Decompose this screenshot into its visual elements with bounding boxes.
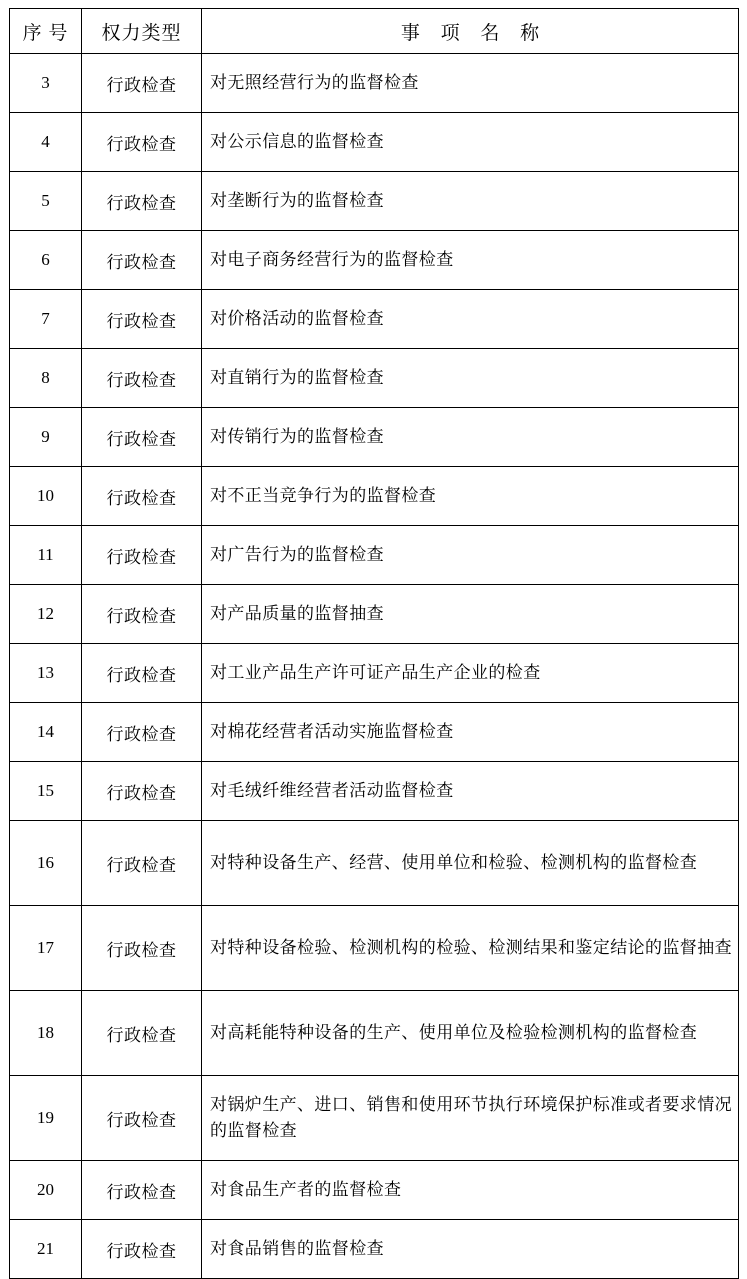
table-row <box>10 906 739 991</box>
cell-power-type: 行政检查 <box>82 467 202 526</box>
cell-item-name: 对食品销售的监督检查 <box>202 1220 739 1279</box>
table-row <box>10 1161 739 1220</box>
cell-item-name: 对广告行为的监督检查 <box>202 526 739 585</box>
cell-power-type: 行政检查 <box>82 1161 202 1220</box>
cell-sequence: 8 <box>10 349 82 408</box>
cell-power-type: 行政检查 <box>82 231 202 290</box>
cell-sequence: 18 <box>10 991 82 1076</box>
cell-power-type: 行政检查 <box>82 526 202 585</box>
cell-item-name: 对特种设备检验、检测机构的检验、检测结果和鉴定结论的监督抽查 <box>202 906 739 991</box>
cell-power-type: 行政检查 <box>82 703 202 762</box>
cell-sequence: 7 <box>10 290 82 349</box>
cell-sequence: 3 <box>10 54 82 113</box>
table-header <box>10 9 739 54</box>
cell-sequence: 20 <box>10 1161 82 1220</box>
table-row <box>10 762 739 821</box>
cell-power-type: 行政检查 <box>82 1220 202 1279</box>
cell-power-type: 行政检查 <box>82 644 202 703</box>
table-row <box>10 703 739 762</box>
cell-item-name: 对高耗能特种设备的生产、使用单位及检验检测机构的监督检查 <box>202 991 739 1076</box>
table-body <box>10 54 739 1279</box>
cell-item-name: 对无照经营行为的监督检查 <box>202 54 739 113</box>
cell-item-name: 对锅炉生产、进口、销售和使用环节执行环境保护标准或者要求情况的监督检查 <box>202 1076 739 1161</box>
table-row <box>10 172 739 231</box>
power-list-table <box>9 8 739 1279</box>
cell-sequence: 10 <box>10 467 82 526</box>
cell-power-type: 行政检查 <box>82 408 202 467</box>
cell-power-type: 行政检查 <box>82 1076 202 1161</box>
cell-item-name: 对公示信息的监督检查 <box>202 113 739 172</box>
column-header-item-name: 事 项 名 称 <box>202 9 739 54</box>
cell-power-type: 行政检查 <box>82 172 202 231</box>
cell-sequence: 12 <box>10 585 82 644</box>
cell-item-name: 对价格活动的监督检查 <box>202 290 739 349</box>
column-header-sequence: 序 号 <box>10 9 82 54</box>
table-row <box>10 349 739 408</box>
cell-power-type: 行政检查 <box>82 762 202 821</box>
cell-item-name: 对特种设备生产、经营、使用单位和检验、检测机构的监督检查 <box>202 821 739 906</box>
cell-power-type: 行政检查 <box>82 585 202 644</box>
column-header-power-type: 权力类型 <box>82 9 202 54</box>
cell-sequence: 16 <box>10 821 82 906</box>
table-row <box>10 644 739 703</box>
cell-power-type: 行政检查 <box>82 290 202 349</box>
cell-sequence: 19 <box>10 1076 82 1161</box>
table-row <box>10 526 739 585</box>
cell-item-name: 对毛绒纤维经营者活动监督检查 <box>202 762 739 821</box>
cell-item-name: 对棉花经营者活动实施监督检查 <box>202 703 739 762</box>
cell-sequence: 21 <box>10 1220 82 1279</box>
cell-item-name: 对传销行为的监督检查 <box>202 408 739 467</box>
cell-item-name: 对工业产品生产许可证产品生产企业的检查 <box>202 644 739 703</box>
cell-sequence: 4 <box>10 113 82 172</box>
cell-power-type: 行政检查 <box>82 991 202 1076</box>
cell-sequence: 15 <box>10 762 82 821</box>
table-row <box>10 1076 739 1161</box>
table-row <box>10 991 739 1076</box>
cell-item-name: 对直销行为的监督检查 <box>202 349 739 408</box>
cell-power-type: 行政检查 <box>82 113 202 172</box>
cell-power-type: 行政检查 <box>82 821 202 906</box>
cell-sequence: 9 <box>10 408 82 467</box>
cell-item-name: 对不正当竞争行为的监督检查 <box>202 467 739 526</box>
cell-sequence: 6 <box>10 231 82 290</box>
cell-item-name: 对食品生产者的监督检查 <box>202 1161 739 1220</box>
table-header-row <box>10 9 739 54</box>
cell-sequence: 11 <box>10 526 82 585</box>
table-row <box>10 113 739 172</box>
cell-sequence: 13 <box>10 644 82 703</box>
cell-item-name: 对产品质量的监督抽查 <box>202 585 739 644</box>
cell-item-name: 对电子商务经营行为的监督检查 <box>202 231 739 290</box>
table-row <box>10 585 739 644</box>
table-row <box>10 1220 739 1279</box>
table-row <box>10 231 739 290</box>
table-row <box>10 290 739 349</box>
cell-power-type: 行政检查 <box>82 54 202 113</box>
cell-sequence: 14 <box>10 703 82 762</box>
table-row <box>10 54 739 113</box>
table-row <box>10 408 739 467</box>
cell-sequence: 17 <box>10 906 82 991</box>
table-row <box>10 467 739 526</box>
cell-item-name: 对垄断行为的监督检查 <box>202 172 739 231</box>
cell-power-type: 行政检查 <box>82 349 202 408</box>
table-row <box>10 821 739 906</box>
cell-sequence: 5 <box>10 172 82 231</box>
cell-power-type: 行政检查 <box>82 906 202 991</box>
